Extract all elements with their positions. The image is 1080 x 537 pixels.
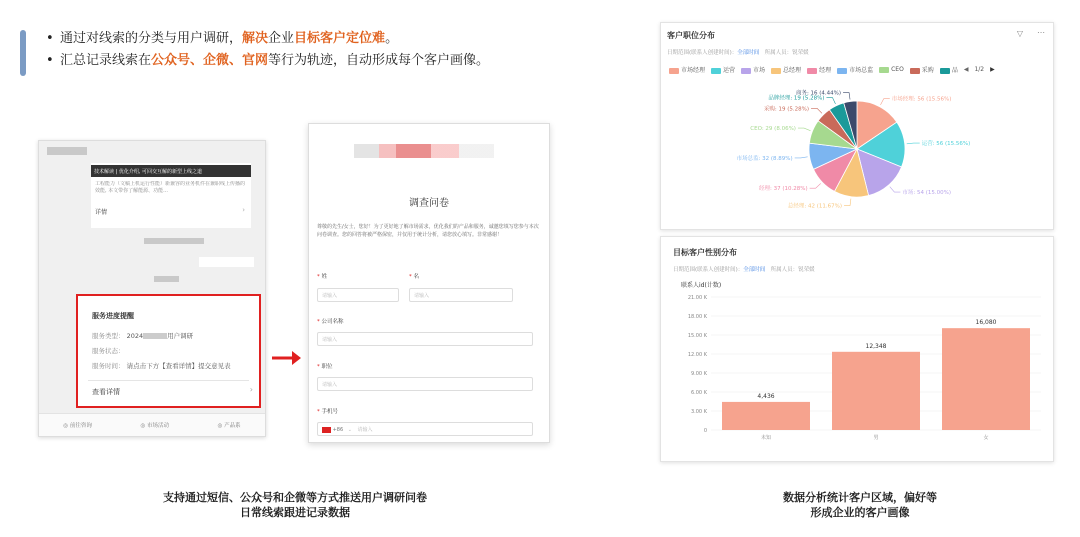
bar-panel-filters: 日期范围(联系人创建时间)：全部时间 所属人员：锐荣媛 bbox=[673, 267, 815, 273]
accent-bar bbox=[20, 30, 26, 76]
legend-item[interactable]: 运营 bbox=[711, 65, 735, 74]
bullet-1-highlight-b: 目标客户定位难 bbox=[294, 31, 386, 46]
bullet-2-highlight: 公众号、企微、官网 bbox=[151, 53, 269, 68]
bar-value-label: 12,348 bbox=[865, 342, 887, 350]
pie-label-line bbox=[844, 199, 851, 206]
pie-data-label: 商务: 16 (4.44%) bbox=[795, 90, 842, 97]
legend-item[interactable]: 采购 bbox=[910, 65, 934, 74]
tab-market-activity[interactable]: ◎ 市场活动 bbox=[140, 423, 170, 429]
pie-panel-title: 客户职位分布 bbox=[667, 31, 715, 40]
y-tick-label: 3.00 K bbox=[690, 409, 707, 415]
blurred-service-type bbox=[143, 333, 167, 339]
bar[interactable] bbox=[832, 352, 920, 430]
y-tick-label: 21.00 K bbox=[687, 295, 707, 301]
article-title: 技术解读 | 优化介绍, 可回交互解的新型上线之道 bbox=[94, 169, 203, 175]
legend-item[interactable]: 市场经理 bbox=[669, 65, 705, 74]
chevron-right-icon: › bbox=[249, 385, 253, 394]
bar[interactable] bbox=[722, 402, 810, 430]
given-name-input[interactable]: 请输入 bbox=[409, 288, 513, 302]
legend-item[interactable]: 品 bbox=[940, 65, 958, 74]
pie-data-label: 总经理: 42 (11.67%) bbox=[787, 203, 843, 210]
phone-input[interactable] bbox=[317, 422, 533, 436]
date-range-filter[interactable]: 全部时间 bbox=[743, 267, 766, 273]
right-caption-line-2: 形成企业的客户画像 bbox=[810, 506, 910, 519]
left-caption-line-2: 日常线索跟进记录数据 bbox=[240, 506, 350, 519]
phone-label: * 手机号 bbox=[317, 409, 339, 415]
service-reminder-title: 服务进度提醒 bbox=[92, 312, 134, 320]
x-tick-label: 未知 bbox=[760, 435, 772, 441]
pie-panel-filters: 日期范围(联系人创建时间)：全部时间 所属人员：锐荣媛 bbox=[667, 50, 809, 56]
pie-data-label: 品牌经理: 19 (5.28%) bbox=[768, 95, 825, 102]
bar-value-label: 4,436 bbox=[757, 392, 775, 400]
pie-label-line bbox=[843, 93, 850, 100]
surname-input[interactable]: 请输入 bbox=[317, 288, 399, 302]
pie-data-label: 运营: 56 (15.56%) bbox=[921, 141, 971, 148]
right-caption-line-1: 数据分析统计客户区域，偏好等 bbox=[783, 491, 937, 504]
tab-consult[interactable]: ◎ 前往咨询 bbox=[63, 423, 92, 429]
company-label: * 公司名称 bbox=[317, 319, 344, 325]
pie-label-line bbox=[880, 99, 889, 105]
given-name-label: * 名 bbox=[409, 274, 420, 280]
y-tick-label: 0 bbox=[703, 428, 707, 434]
bar[interactable] bbox=[942, 328, 1030, 430]
blurred-timestamp bbox=[144, 238, 204, 244]
legend-item[interactable]: 总经理 bbox=[771, 65, 801, 74]
position-input[interactable]: 请输入 bbox=[317, 377, 533, 391]
pie-label-line bbox=[890, 187, 901, 192]
pie-label-line bbox=[795, 157, 808, 158]
more-icon[interactable]: ⋯ bbox=[1037, 28, 1045, 37]
pie-label-line bbox=[811, 108, 822, 113]
company-input[interactable]: 请输入 bbox=[317, 332, 533, 346]
view-details-link[interactable]: 查看详情 bbox=[92, 388, 120, 396]
pie-data-label: 经理: 37 (10.28%) bbox=[759, 186, 808, 193]
china-flag-icon bbox=[322, 427, 331, 433]
bullet-2: • 汇总记录线索在公众号、企微、官网等行为轨迹，自动形成每个客户画像。 bbox=[46, 53, 490, 68]
y-axis-title: 联系人id(计数) bbox=[681, 282, 722, 289]
phone-screenshot bbox=[38, 140, 266, 437]
service-type-label: 服务类型： bbox=[92, 332, 125, 340]
bullet-1-text-c: 。 bbox=[385, 31, 399, 46]
gender-distribution-panel bbox=[660, 236, 1054, 462]
bar-panel-title: 目标客户性别分布 bbox=[673, 248, 737, 257]
bullet-list bbox=[46, 28, 646, 72]
pie-label-line bbox=[826, 98, 835, 104]
pie-chart bbox=[661, 81, 1053, 227]
bar-chart bbox=[661, 275, 1053, 459]
bullet-1: • 通过对线索的分类与用户调研，解决企业目标客户定位难。 bbox=[46, 31, 399, 46]
left-caption bbox=[60, 490, 530, 520]
bar-value-label: 16,080 bbox=[975, 319, 997, 327]
bullet-1-text-a: 通过对线索的分类与用户调研， bbox=[60, 31, 243, 46]
service-reminder-card[interactable] bbox=[76, 294, 261, 408]
dropdown-caret-icon: ⌄ bbox=[347, 427, 352, 433]
y-tick-label: 15.00 K bbox=[687, 333, 707, 339]
pie-data-label: 市场经理: 56 (15.56%) bbox=[891, 96, 952, 103]
service-type-value: 2024 bbox=[126, 332, 144, 340]
article-title-strip bbox=[91, 165, 251, 177]
service-status-row bbox=[92, 346, 125, 355]
bullet-1-text-b: 企业 bbox=[268, 31, 295, 46]
service-type-row bbox=[92, 331, 193, 340]
blurred-header bbox=[47, 147, 87, 155]
pie-legend bbox=[669, 65, 995, 74]
pie-data-label: 市场: 54 (15.00%) bbox=[902, 190, 952, 197]
tab-products[interactable]: ◎ 产品系 bbox=[217, 423, 241, 429]
legend-item[interactable]: 市场 bbox=[741, 65, 765, 74]
pie-data-label: 市场总监: 32 (8.89%) bbox=[736, 155, 793, 162]
chat-bubble bbox=[199, 257, 254, 267]
bullet-2-text-b: 等行为轨迹，自动形成每个客户画像。 bbox=[268, 53, 490, 68]
bullet-2-text-a: 汇总记录线索在 bbox=[60, 53, 152, 68]
chevron-right-icon: › bbox=[242, 206, 245, 214]
service-status-label: 服务状态： bbox=[92, 347, 125, 355]
x-tick-label: 女 bbox=[983, 435, 989, 441]
service-time-value: 请点击下方【查看详情】提交意见表 bbox=[126, 362, 231, 370]
country-code: +86 bbox=[332, 427, 344, 433]
y-tick-label: 12.00 K bbox=[687, 352, 707, 358]
pie-data-label: CEO: 29 (8.06%) bbox=[750, 126, 796, 133]
legend-prev-icon[interactable]: ◀ bbox=[963, 66, 969, 73]
legend-next-icon[interactable]: ▶ bbox=[990, 66, 995, 73]
position-label: * 职位 bbox=[317, 364, 333, 370]
service-time-row bbox=[92, 361, 231, 370]
survey-form bbox=[308, 123, 550, 443]
phone-tab-bar bbox=[39, 413, 265, 436]
surname-label: * 姓 bbox=[317, 274, 328, 280]
pie-label-line bbox=[810, 183, 821, 188]
blurred-logo bbox=[354, 144, 494, 158]
pie-data-label: 采购: 19 (5.28%) bbox=[763, 106, 810, 113]
date-range-filter[interactable]: 全部时间 bbox=[737, 50, 760, 56]
bullet-1-highlight-a: 解决 bbox=[242, 31, 269, 46]
right-caption bbox=[680, 490, 1040, 520]
pie-label-line bbox=[798, 128, 811, 131]
y-tick-label: 6.00 K bbox=[690, 390, 707, 396]
left-caption-line-1: 支持通过短信、公众号和企微等方式推送用户调研问卷 bbox=[163, 491, 427, 504]
legend-item[interactable]: CEO bbox=[879, 66, 904, 73]
arrow-right-icon bbox=[270, 348, 302, 368]
legend-item[interactable]: 经理 bbox=[807, 65, 831, 74]
position-distribution-panel bbox=[660, 22, 1054, 230]
article-summary: 工程能力（文稿上机运行性能）新兼容的业务机件在兼职线上传播的效能, 本文带你了解能源、功能... bbox=[95, 181, 246, 194]
filter-icon[interactable]: ▽ bbox=[1016, 29, 1023, 38]
article-detail-link[interactable]: 详情 bbox=[95, 209, 108, 216]
survey-title: 调查问卷 bbox=[409, 198, 449, 209]
y-tick-label: 9.00 K bbox=[690, 371, 707, 377]
survey-intro: 尊敬的先生/女士，您好！为了更好地了解市场需求，优化我们的产品和服务，诚邀您填写您参与本次问卷调查。您的回答将被严格保密，并仅用于统计分析，请您放心填写。非常感谢！ bbox=[317, 224, 539, 238]
legend-item[interactable]: 市场总监 bbox=[837, 65, 873, 74]
legend-page: 1/2 bbox=[974, 66, 985, 73]
y-tick-label: 18.00 K bbox=[687, 314, 707, 320]
x-tick-label: 男 bbox=[873, 435, 879, 441]
service-type-suffix: 用户调研 bbox=[167, 332, 194, 340]
service-time-label: 服务时间： bbox=[92, 362, 125, 370]
blurred-timestamp-2 bbox=[154, 276, 179, 282]
pie-label-line bbox=[907, 143, 920, 144]
phone-placeholder: 请输入 bbox=[357, 427, 373, 433]
divider bbox=[88, 380, 249, 381]
